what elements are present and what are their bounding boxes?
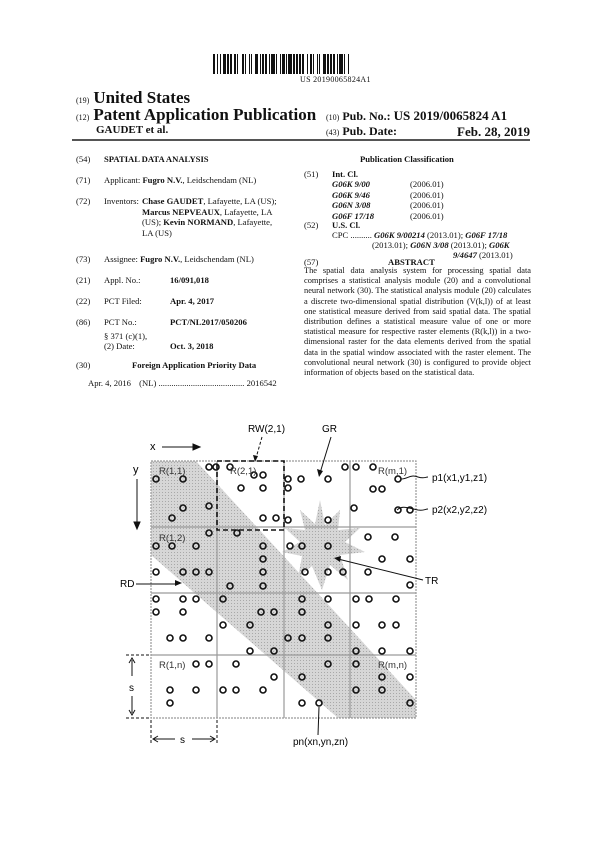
field-num: (54)	[76, 154, 91, 164]
label-gr: GR	[322, 424, 337, 435]
country: United States	[93, 88, 191, 107]
type-num: (12)	[76, 113, 90, 122]
data-point	[379, 622, 385, 628]
data-point	[247, 648, 253, 654]
appl-no-label: Appl. No.:	[104, 275, 141, 285]
cpc-version: (2013.01);	[448, 240, 489, 250]
s371-date-label: (2) Date:	[104, 341, 135, 351]
pub-date-label: Pub. Date:	[342, 124, 397, 138]
publication-type: Patent Application Publication	[93, 105, 317, 124]
pub-no-num: (10)	[326, 113, 340, 122]
field-num: (72)	[76, 196, 91, 206]
label-rw: RW(2,1)	[248, 424, 286, 435]
inventor-place: , Lafayette, LA (US);	[203, 196, 277, 206]
inventors-label: Inventors:	[104, 196, 139, 206]
intcl-version: (2006.01)	[410, 210, 444, 221]
field-num: (52)	[304, 220, 319, 230]
applicant-name: Fugro N.V.	[142, 175, 183, 185]
intcl-code: G06K 9/46	[332, 189, 370, 200]
data-point	[353, 596, 359, 602]
pub-date-num: (43)	[326, 128, 340, 137]
intcl-code: G06F 17/18	[332, 210, 375, 221]
inventor-place: LA (US)	[142, 227, 172, 238]
cpc-version: (2013.01)	[476, 250, 513, 260]
s371-label: § 371 (c)(1),	[104, 331, 148, 341]
pct-no-value: PCT/NL2017/050206	[170, 317, 247, 327]
inventor-place: , Lafayette, LA	[219, 206, 273, 217]
assignee-name: Fugro N.V.	[140, 254, 181, 264]
cpc-label: CPC ..........	[332, 230, 372, 240]
pub-class-title: Publication Classification	[360, 154, 454, 164]
intcl-code: G06N 3/08	[332, 200, 371, 210]
cpc-version: (2013.01);	[372, 240, 411, 250]
authors: GAUDET et al.	[96, 124, 169, 136]
s371-date-value: Oct. 3, 2018	[170, 341, 214, 351]
priority-number: 2016542	[246, 378, 277, 388]
intcl-version: (2006.01)	[410, 179, 444, 189]
intcl-label: Int. Cl.	[332, 169, 359, 179]
label-s-vertical: s	[129, 683, 134, 694]
field-num: (21)	[76, 275, 91, 285]
abstract-title: ABSTRACT	[388, 257, 435, 267]
priority-country: (NL)	[139, 378, 157, 388]
assignee-label: Assignee:	[104, 254, 138, 264]
uscl-label: U.S. Cl.	[332, 220, 361, 230]
applicant-label: Applicant:	[104, 175, 141, 185]
applicant-place: , Leidschendam (NL)	[182, 175, 257, 185]
inventor-name: Marcus NEPVEAUX	[142, 206, 220, 217]
intcl-version: (2006.01)	[410, 200, 444, 210]
assignee-place: , Leidschendam (NL)	[180, 254, 254, 264]
field-num: (30)	[76, 360, 91, 370]
leader-dots: ........................................	[158, 378, 245, 388]
label-p2: p2(x2,y2,z2)	[432, 505, 488, 516]
pct-no-label: PCT No.:	[104, 317, 137, 327]
pub-no-label: Pub. No.:	[342, 109, 391, 123]
data-point	[325, 596, 331, 602]
data-point	[353, 622, 359, 628]
field-num: (57)	[304, 257, 319, 267]
field-num: (86)	[76, 317, 91, 327]
priority-date: Apr. 4, 2016	[88, 378, 131, 388]
inventor-country: (US);	[142, 217, 164, 227]
country-num: (19)	[76, 96, 90, 105]
cpc-version: (2013.01);	[424, 230, 466, 240]
intcl-code: G06K 9/00	[332, 179, 370, 189]
label-r12: R(1,2)	[159, 533, 186, 544]
cpc-code: G06N 3/08	[410, 240, 449, 250]
inventor-place: , Lafayette,	[233, 217, 273, 227]
label-p1: p1(x1,y1,z1)	[432, 473, 488, 484]
data-point	[407, 648, 413, 654]
pct-filed-value: Apr. 4, 2017	[170, 296, 215, 306]
label-rmn: R(m,n)	[378, 660, 408, 671]
field-num: (51)	[304, 169, 319, 179]
field-num: (22)	[76, 296, 91, 306]
cpc-code: G06K	[488, 240, 510, 250]
barcode-text: US 20190065824A1	[300, 75, 371, 84]
data-point	[220, 622, 226, 628]
label-rd: RD	[120, 579, 135, 590]
cpc-code: G06F 17/18	[465, 230, 508, 240]
data-point	[271, 674, 277, 680]
foreign-priority-title: Foreign Application Priority Data	[132, 360, 257, 370]
intcl-version: (2006.01)	[410, 189, 444, 200]
field-num: (71)	[76, 175, 91, 185]
cpc-code: G06K 9/00214	[374, 230, 425, 240]
inventor-name: Kevin NORMAND	[163, 217, 234, 227]
label-tr: TR	[425, 576, 439, 587]
pub-date-value: Feb. 28, 2019	[457, 124, 530, 139]
pub-no-value: US 2019/0065824 A1	[393, 108, 508, 123]
field-num: (73)	[76, 254, 91, 264]
y-axis-label: y	[133, 464, 139, 476]
label-rm1: R(m,1)	[378, 466, 408, 477]
pct-filed-label: PCT Filed:	[104, 296, 142, 306]
x-axis-label: x	[150, 441, 156, 453]
appl-no-value: 16/091,018	[170, 275, 209, 285]
label-s-horizontal: s	[180, 735, 185, 746]
data-point	[379, 648, 385, 654]
label-r11: R(1,1)	[159, 466, 186, 477]
data-point	[407, 674, 413, 680]
data-point	[193, 596, 199, 602]
patent-title: SPATIAL DATA ANALYSIS	[104, 154, 209, 164]
label-pn: pn(xn,yn,zn)	[293, 737, 349, 748]
label-r21: R(2,1)	[230, 466, 257, 477]
label-r1n: R(1,n)	[159, 660, 186, 671]
data-point	[260, 515, 266, 521]
inventor-name: Chase GAUDET	[142, 196, 204, 206]
abstract-text: The spatial data analysis system for processing spatial data comprises a statistical analysis module (20) and a convolutional neural network (30). The statistical analysis module (20) calculates a discrete two-dimensional spatial distribution (V(k,l)) of at least one statistical measure derived from said spatial data. The spatial distribution defines a statistical measure value of one or more statistical measure for respective raster elements (R(k,l)) in a two-dimensional raster for the data elements derived from the spatial data in the spatial window associated with the raster element. The convolutional neural network (30) is configured to provide object information of objects based on the statistical data.	[304, 266, 531, 378]
data-point	[299, 700, 305, 706]
cpc-code: 9/4647	[453, 250, 477, 260]
